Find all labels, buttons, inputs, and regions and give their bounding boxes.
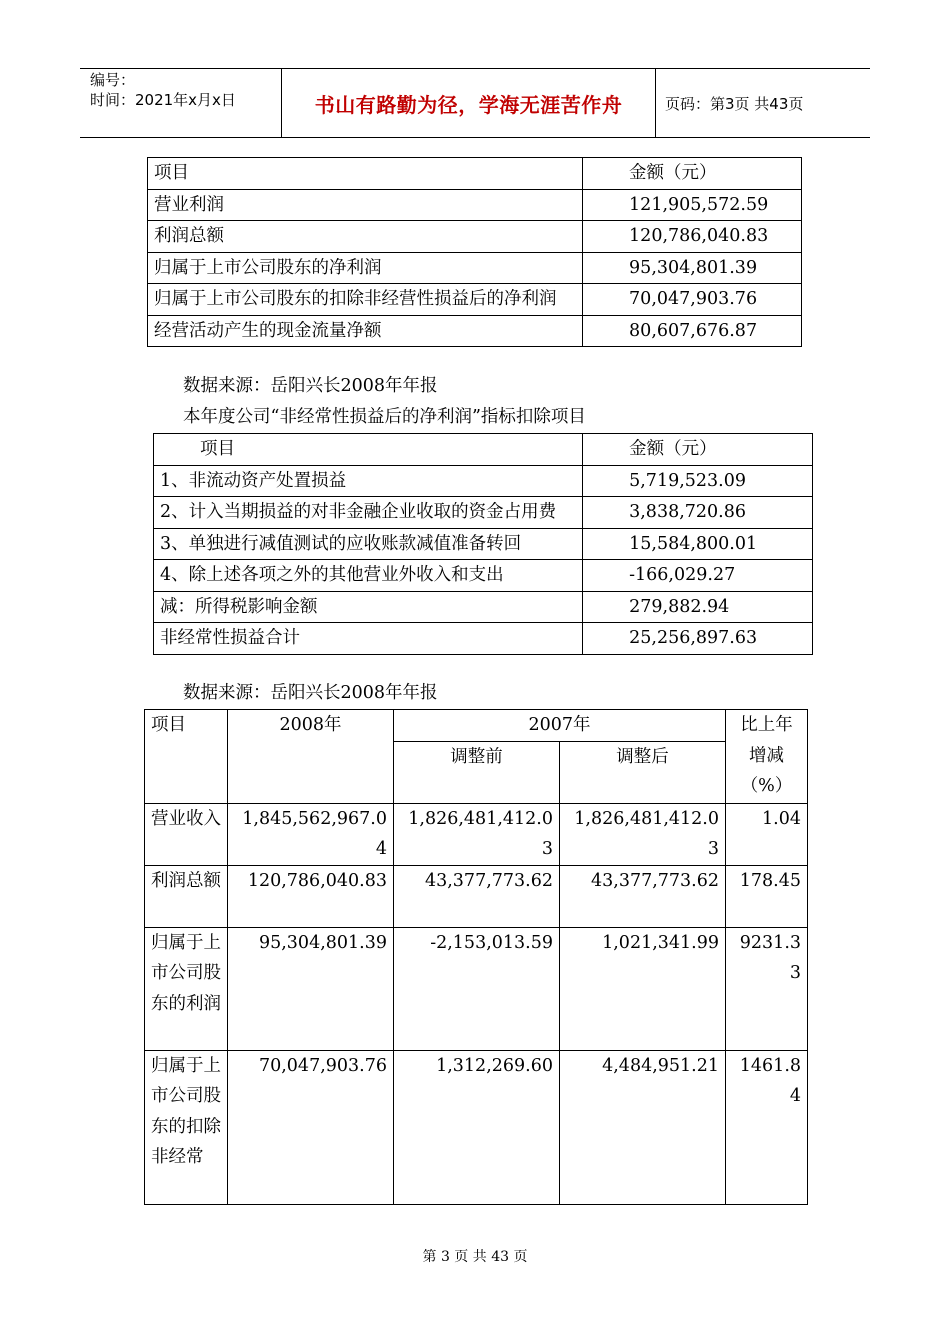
row-value: 279,882.94 (583, 591, 813, 623)
row-value: 5,719,523.09 (583, 465, 813, 497)
row-value: 70,047,903.76 (228, 1050, 394, 1204)
table-row (145, 865, 808, 927)
year-comparison-table (144, 709, 808, 1205)
motto: 书山有路勤为径，学海无涯苦作舟 (314, 92, 623, 117)
table-caption: 本年度公司“非经常性损益后的净利润”指标扣除项目 (183, 407, 586, 427)
row-label: 利润总额 (148, 221, 583, 253)
header-motto-cell (281, 69, 656, 137)
row-value: 43,377,773.62 (560, 865, 726, 927)
row-label: 归属于上市公司股东的扣除非经常 (145, 1050, 228, 1204)
row-value: 15,584,800.01 (583, 528, 813, 560)
row-value: 70,047,903.76 (583, 284, 802, 316)
row-label: 营业收入 (145, 803, 228, 865)
row-value: 9231.33 (726, 927, 808, 1050)
header-page-cell (655, 69, 870, 137)
row-value: 43,377,773.62 (394, 865, 560, 927)
table-row (154, 497, 813, 529)
table-row (154, 465, 813, 497)
row-value: 1,021,341.99 (560, 927, 726, 1050)
page-info: 页码：第3页 共43页 (665, 94, 804, 113)
row-label: 2、计入当期损益的对非金融企业收取的资金占用费 (154, 497, 583, 529)
table-row (145, 927, 808, 1050)
row-label: 非经常性损益合计 (154, 623, 583, 655)
row-label: 营业利润 (148, 189, 583, 221)
header-cell: 金额（元） (583, 434, 813, 466)
table-row (145, 803, 808, 865)
header-cell: 调整前 (394, 741, 560, 803)
row-value: 1,312,269.60 (394, 1050, 560, 1204)
page-footer: 第 3 页 共 43 页 (422, 1249, 528, 1265)
row-value: 1461.84 (726, 1050, 808, 1204)
row-label: 1、非流动资产处置损益 (154, 465, 583, 497)
row-value: 1.04 (726, 803, 808, 865)
table-row (154, 623, 813, 655)
row-label: 利润总额 (145, 865, 228, 927)
non-recurring-items-table (153, 433, 813, 655)
table-row (154, 560, 813, 592)
table-row (154, 591, 813, 623)
row-value: -166,029.27 (583, 560, 813, 592)
row-label: 归属于上市公司股东的净利润 (148, 252, 583, 284)
header-cell: 金额（元） (583, 158, 802, 190)
row-value: 1,845,562,967.04 (228, 803, 394, 865)
data-source-note: 数据来源：岳阳兴长2008年年报 (183, 376, 438, 396)
row-value: 121,905,572.59 (583, 189, 802, 221)
table-header-row (145, 710, 808, 742)
header-cell: 2007年 (394, 710, 726, 742)
table-row (148, 284, 802, 316)
row-value: 95,304,801.39 (583, 252, 802, 284)
table-header-row (148, 158, 802, 190)
table-row (148, 252, 802, 284)
table-row (145, 1050, 808, 1204)
data-source-note: 数据来源：岳阳兴长2008年年报 (183, 683, 438, 703)
table-header-row (154, 434, 813, 466)
row-value: 4,484,951.21 (560, 1050, 726, 1204)
row-value: 95,304,801.39 (228, 927, 394, 1050)
profit-summary-table (147, 157, 802, 347)
table-row (148, 189, 802, 221)
row-label: 3、单独进行减值测试的应收账款减值准备转回 (154, 528, 583, 560)
row-label: 减：所得税影响金额 (154, 591, 583, 623)
table-row (148, 315, 802, 347)
header-cell: 2008年 (228, 710, 394, 804)
row-label: 4、除上述各项之外的其他营业外收入和支出 (154, 560, 583, 592)
header-cell: 项目 (148, 158, 583, 190)
row-value: -2,153,013.59 (394, 927, 560, 1050)
row-label: 经营活动产生的现金流量净额 (148, 315, 583, 347)
row-value: 120,786,040.83 (583, 221, 802, 253)
header-meta (80, 69, 281, 137)
row-value: 3,838,720.86 (583, 497, 813, 529)
row-value: 80,607,676.87 (583, 315, 802, 347)
page-header (80, 68, 870, 138)
header-cell: 调整后 (560, 741, 726, 803)
row-value: 1,826,481,412.03 (394, 803, 560, 865)
row-value: 120,786,040.83 (228, 865, 394, 927)
header-cell: 项目 (145, 710, 228, 804)
row-label: 归属于上市公司股东的扣除非经营性损益后的净利润 (148, 284, 583, 316)
row-label: 归属于上市公司股东的利润 (145, 927, 228, 1050)
table-row (148, 221, 802, 253)
row-value: 25,256,897.63 (583, 623, 813, 655)
row-value: 178.45 (726, 865, 808, 927)
number-label: 编号： (90, 71, 136, 89)
time-label: 时间：2021年x月x日 (90, 91, 236, 109)
table-row (154, 528, 813, 560)
header-cell: 项目 (154, 434, 583, 466)
row-value: 1,826,481,412.03 (560, 803, 726, 865)
header-cell: 比上年增减（%） (726, 710, 808, 804)
